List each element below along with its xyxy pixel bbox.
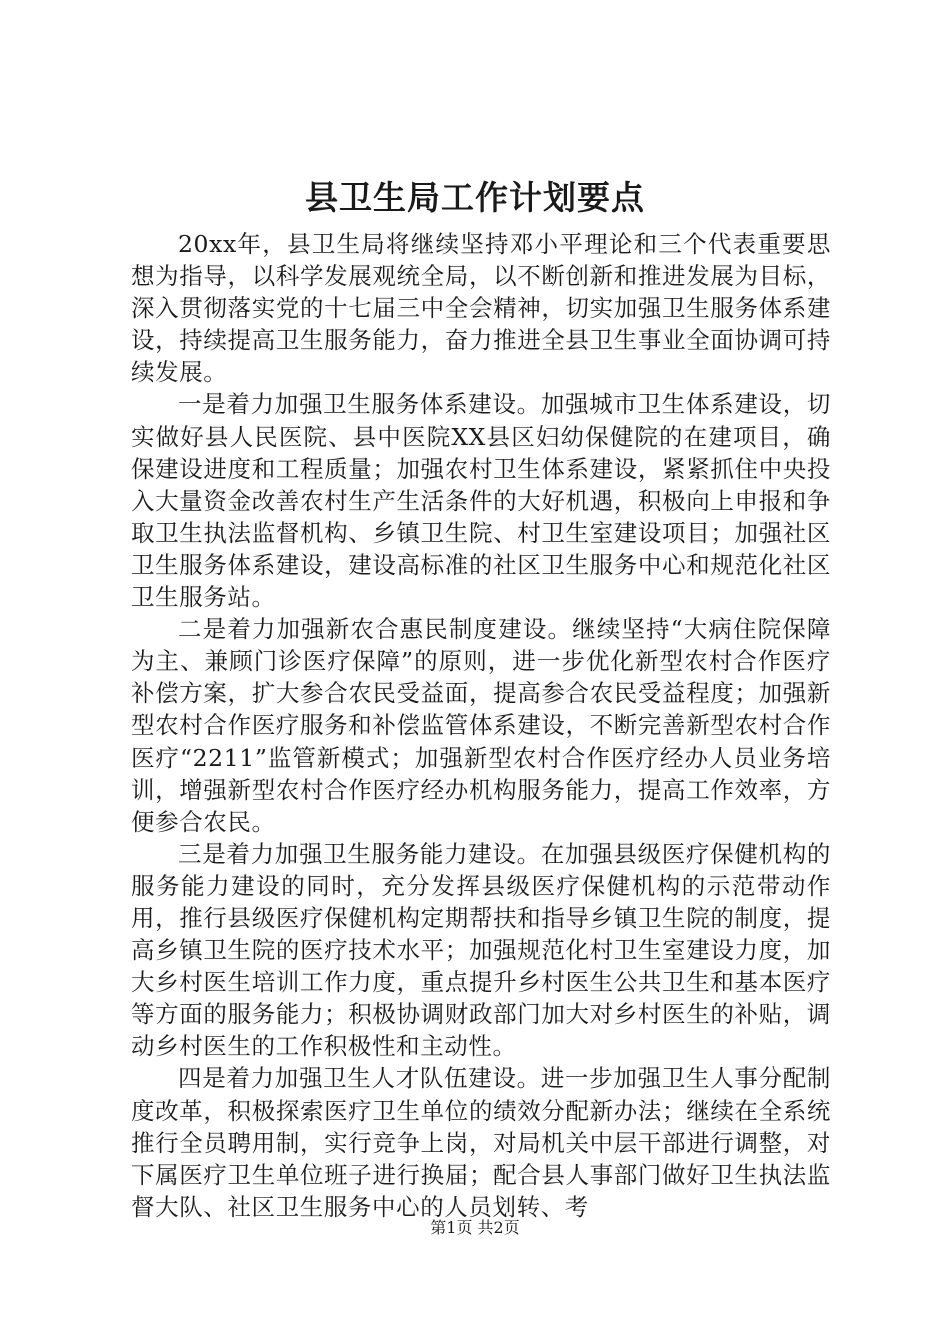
document-title: 县卫生局工作计划要点 [305, 178, 645, 217]
paragraph-one: 一是着力加强卫生服务体系建设。加强城市卫生体系建设，切实做好县人民医院、县中医院XX县区妇幼保健院的在建项目，确保建设进度和工程质量；加强农村卫生体系建设，紧紧抓住中央投入大量资金改善农村生产生活条件的大好机遇，积极向上申报和争取卫生执法监督机构、乡镇卫生院、村卫生室建设项目；加强社区卫生服务体系建设，建设高标准的社区卫生服务中心和规范化社区卫生服务站。 [131, 390, 831, 612]
paragraph-two: 二是着力加强新农合惠民制度建设。继续坚持“大病住院保障为主、兼顾门诊医疗保障”的原则，进一步优化新型农村合作医疗补偿方案，扩大参合农民受益面，提高参合农民受益程度；加强新型农村合作医疗服务和补偿监管体系建设，不断完善新型农村合作医疗“2211”监管新模式；加强新型农村合作医疗经办人员业务培训，增强新型农村合作医疗经办机构服务能力，提高工作效率，方便参合农民。 [131, 615, 831, 836]
page-number-footer: 第1页 共2页 [430, 1218, 520, 1237]
paragraph-intro: 20xx年，县卫生局将继续坚持邓小平理论和三个代表重要思想为指导，以科学发展观统全局，以不断创新和推进发展为目标，深入贯彻落实党的十七届三中全会精神，切实加强卫生服务体系建设，持续提高卫生服务能力，奋力推进全县卫生事业全面协调可持续发展。 [131, 230, 831, 387]
paragraph-three: 三是着力加强卫生服务能力建设。在加强县级医疗保健机构的服务能力建设的同时，充分发挥县级医疗保健机构的示范带动作用，推行县级医疗保健机构定期帮扶和指导乡镇卫生院的制度，提高乡镇卫生院的医疗技术水平；加强规范化村卫生室建设力度，加大乡村医生培训工作力度，重点提升乡村医生公共卫生和基本医疗等方面的服务能力；积极协调财政部门加大对乡村医生的补贴，调动乡村医生的工作积极性和主动性。 [131, 839, 831, 1061]
document-body [131, 228, 831, 1223]
paragraph-four: 四是着力加强卫生人才队伍建设。进一步加强卫生人事分配制度改革，积极探索医疗卫生单位的绩效分配新办法；继续在全系统推行全员聘用制，实行竞争上岗，对局机关中层干部进行调整，对下属医疗卫生单位班子进行换届；配合县人事部门做好卫生执法监督大队、社区卫生服务中心的人员划转、考 [131, 1064, 831, 1221]
